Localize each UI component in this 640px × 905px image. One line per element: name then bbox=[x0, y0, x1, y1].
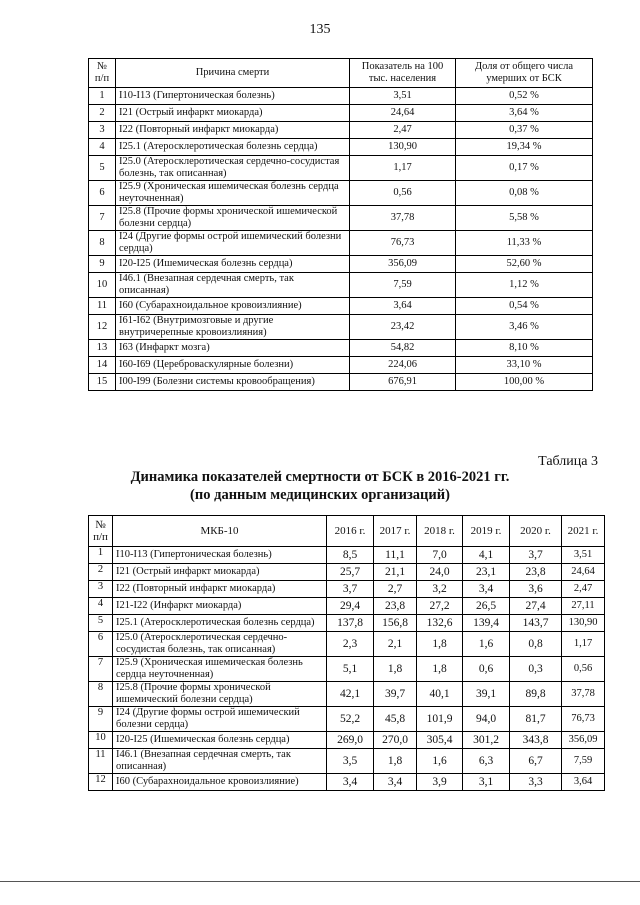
rate-cell: 3,51 bbox=[350, 88, 456, 105]
table-row bbox=[89, 88, 593, 105]
value-cell: 0,3 bbox=[510, 657, 562, 682]
table-row bbox=[89, 632, 605, 657]
column-header-year: 2018 г. bbox=[417, 516, 463, 547]
row-number: 3 bbox=[89, 581, 113, 598]
rate-cell: 0,56 bbox=[350, 181, 456, 206]
icd-cell: I22 (Повторный инфаркт миокарда) bbox=[113, 581, 327, 598]
value-cell: 270,0 bbox=[374, 732, 417, 749]
table-row bbox=[89, 657, 605, 682]
value-cell: 23,8 bbox=[510, 564, 562, 581]
row-number: 14 bbox=[89, 357, 116, 374]
share-cell: 0,37 % bbox=[456, 122, 593, 139]
row-number: 4 bbox=[89, 139, 116, 156]
value-cell: 0,8 bbox=[510, 632, 562, 657]
rate-cell: 1,17 bbox=[350, 156, 456, 181]
share-cell: 5,58 % bbox=[456, 206, 593, 231]
row-number: 1 bbox=[89, 547, 113, 564]
value-cell: 11,1 bbox=[374, 547, 417, 564]
value-cell: 1,8 bbox=[417, 657, 463, 682]
value-cell: 3,9 bbox=[417, 774, 463, 791]
column-header-icd: МКБ-10 bbox=[113, 516, 327, 547]
row-number: 10 bbox=[89, 273, 116, 298]
table-row bbox=[89, 749, 605, 774]
value-cell: 3,7 bbox=[327, 581, 374, 598]
row-number: 2 bbox=[89, 564, 113, 581]
value-cell: 101,9 bbox=[417, 707, 463, 732]
rate-cell: 2,47 bbox=[350, 122, 456, 139]
table-row bbox=[89, 105, 593, 122]
mortality-structure-table bbox=[88, 58, 593, 391]
value-cell: 23,8 bbox=[374, 598, 417, 615]
table-row bbox=[89, 774, 605, 791]
cause-cell: I25.1 (Атеросклеротическая болезнь сердца) bbox=[116, 139, 350, 156]
value-cell: 139,4 bbox=[463, 615, 510, 632]
row-number: 9 bbox=[89, 707, 113, 732]
icd-cell: I60 (Субарахноидальное кровоизлияние) bbox=[113, 774, 327, 791]
value-cell: 7,59 bbox=[562, 749, 605, 774]
cause-cell: I25.8 (Прочие формы хронической ишемической болезни сердца) bbox=[116, 206, 350, 231]
table-caption: Таблица 3 bbox=[538, 454, 598, 469]
value-cell: 6,3 bbox=[463, 749, 510, 774]
row-number: 5 bbox=[89, 156, 116, 181]
table-row bbox=[89, 273, 593, 298]
value-cell: 89,8 bbox=[510, 682, 562, 707]
table-title bbox=[0, 468, 640, 504]
value-cell: 24,0 bbox=[417, 564, 463, 581]
row-number: 3 bbox=[89, 122, 116, 139]
rate-cell: 356,09 bbox=[350, 256, 456, 273]
icd-cell: I24 (Другие формы острой ишемический болезни сердца) bbox=[113, 707, 327, 732]
table-row bbox=[89, 181, 593, 206]
value-cell: 8,5 bbox=[327, 547, 374, 564]
value-cell: 27,2 bbox=[417, 598, 463, 615]
rate-cell: 3,64 bbox=[350, 298, 456, 315]
value-cell: 3,4 bbox=[327, 774, 374, 791]
table-row bbox=[89, 340, 593, 357]
page-number: 135 bbox=[309, 22, 331, 37]
value-cell: 27,4 bbox=[510, 598, 562, 615]
value-cell: 269,0 bbox=[327, 732, 374, 749]
rate-cell: 24,64 bbox=[350, 105, 456, 122]
cause-cell: I46.1 (Внезапная сердечная смерть, так описанная) bbox=[116, 273, 350, 298]
value-cell: 0,56 bbox=[562, 657, 605, 682]
cause-cell: I60-I69 (Цереброваскулярные болезни) bbox=[116, 357, 350, 374]
value-cell: 356,09 bbox=[562, 732, 605, 749]
cause-cell: I10-I13 (Гипертоническая болезнь) bbox=[116, 88, 350, 105]
cause-cell: I25.9 (Хроническая ишемическая болезнь сердца неуточненная) bbox=[116, 181, 350, 206]
row-number: 11 bbox=[89, 749, 113, 774]
table-row bbox=[89, 732, 605, 749]
icd-cell: I21 (Острый инфаркт миокарда) bbox=[113, 564, 327, 581]
value-cell: 130,90 bbox=[562, 615, 605, 632]
value-cell: 305,4 bbox=[417, 732, 463, 749]
column-header-rate: Показатель на 100 тыс. населения bbox=[350, 59, 456, 88]
value-cell: 37,78 bbox=[562, 682, 605, 707]
row-number: 10 bbox=[89, 732, 113, 749]
value-cell: 1,6 bbox=[417, 749, 463, 774]
rate-cell: 130,90 bbox=[350, 139, 456, 156]
table-row bbox=[89, 298, 593, 315]
value-cell: 45,8 bbox=[374, 707, 417, 732]
column-header-year: 2020 г. bbox=[510, 516, 562, 547]
table-row bbox=[89, 231, 593, 256]
value-cell: 3,4 bbox=[374, 774, 417, 791]
cause-cell: I24 (Другие формы острой ишемический болезни сердца) bbox=[116, 231, 350, 256]
rate-cell: 7,59 bbox=[350, 273, 456, 298]
value-cell: 156,8 bbox=[374, 615, 417, 632]
share-cell: 3,64 % bbox=[456, 105, 593, 122]
value-cell: 3,4 bbox=[463, 581, 510, 598]
table-row bbox=[89, 357, 593, 374]
icd-cell: I25.9 (Хроническая ишемическая болезнь сердца неуточненная) bbox=[113, 657, 327, 682]
share-cell: 3,46 % bbox=[456, 315, 593, 340]
icd-cell: I21-I22 (Инфаркт миокарда) bbox=[113, 598, 327, 615]
value-cell: 137,8 bbox=[327, 615, 374, 632]
value-cell: 1,8 bbox=[374, 657, 417, 682]
value-cell: 25,7 bbox=[327, 564, 374, 581]
column-header-year: 2019 г. bbox=[463, 516, 510, 547]
cause-cell: I20-I25 (Ишемическая болезнь сердца) bbox=[116, 256, 350, 273]
value-cell: 76,73 bbox=[562, 707, 605, 732]
value-cell: 1,17 bbox=[562, 632, 605, 657]
share-cell: 0,08 % bbox=[456, 181, 593, 206]
icd-cell: I20-I25 (Ишемическая болезнь сердца) bbox=[113, 732, 327, 749]
value-cell: 3,3 bbox=[510, 774, 562, 791]
column-header-num: № п/п bbox=[89, 59, 116, 88]
row-number: 7 bbox=[89, 206, 116, 231]
table-header-row bbox=[89, 516, 605, 547]
table-row bbox=[89, 564, 605, 581]
row-number: 12 bbox=[89, 315, 116, 340]
share-cell: 0,17 % bbox=[456, 156, 593, 181]
value-cell: 5,1 bbox=[327, 657, 374, 682]
row-number: 4 bbox=[89, 598, 113, 615]
value-cell: 24,64 bbox=[562, 564, 605, 581]
column-header-year: 2017 г. bbox=[374, 516, 417, 547]
column-header-year: 2016 г. bbox=[327, 516, 374, 547]
row-number: 8 bbox=[89, 682, 113, 707]
value-cell: 1,6 bbox=[463, 632, 510, 657]
rate-cell: 23,42 bbox=[350, 315, 456, 340]
value-cell: 26,5 bbox=[463, 598, 510, 615]
icd-cell: I46.1 (Внезапная сердечная смерть, так описанная) bbox=[113, 749, 327, 774]
icd-cell: I25.0 (Атеросклеротическая сердечно-сосудистая болезнь, так описанная) bbox=[113, 632, 327, 657]
table-row bbox=[89, 581, 605, 598]
value-cell: 3,7 bbox=[510, 547, 562, 564]
rate-cell: 676,91 bbox=[350, 374, 456, 391]
value-cell: 1,8 bbox=[417, 632, 463, 657]
value-cell: 3,64 bbox=[562, 774, 605, 791]
value-cell: 3,2 bbox=[417, 581, 463, 598]
value-cell: 2,3 bbox=[327, 632, 374, 657]
row-number: 13 bbox=[89, 340, 116, 357]
value-cell: 3,51 bbox=[562, 547, 605, 564]
rate-cell: 54,82 bbox=[350, 340, 456, 357]
value-cell: 4,1 bbox=[463, 547, 510, 564]
row-number: 6 bbox=[89, 181, 116, 206]
value-cell: 29,4 bbox=[327, 598, 374, 615]
value-cell: 132,6 bbox=[417, 615, 463, 632]
column-header-num: № п/п bbox=[89, 516, 113, 547]
table-row bbox=[89, 122, 593, 139]
value-cell: 7,0 bbox=[417, 547, 463, 564]
cause-cell: I00-I99 (Болезни системы кровообращения) bbox=[116, 374, 350, 391]
column-header-cause: Причина смерти bbox=[116, 59, 350, 88]
table-title-line1: Динамика показателей смертности от БСК в 2016-2021 гг. bbox=[130, 469, 510, 485]
table-row bbox=[89, 707, 605, 732]
share-cell: 1,12 % bbox=[456, 273, 593, 298]
row-number: 11 bbox=[89, 298, 116, 315]
row-number: 8 bbox=[89, 231, 116, 256]
table-row bbox=[89, 547, 605, 564]
table-header-row bbox=[89, 59, 593, 88]
value-cell: 343,8 bbox=[510, 732, 562, 749]
table-row bbox=[89, 156, 593, 181]
row-number: 12 bbox=[89, 774, 113, 791]
table-row bbox=[89, 315, 593, 340]
value-cell: 3,1 bbox=[463, 774, 510, 791]
rate-cell: 37,78 bbox=[350, 206, 456, 231]
row-number: 7 bbox=[89, 657, 113, 682]
table-row bbox=[89, 682, 605, 707]
table-row bbox=[89, 374, 593, 391]
share-cell: 33,10 % bbox=[456, 357, 593, 374]
cause-cell: I21 (Острый инфаркт миокарда) bbox=[116, 105, 350, 122]
value-cell: 6,7 bbox=[510, 749, 562, 774]
icd-cell: I25.1 (Атеросклеротическая болезнь сердца) bbox=[113, 615, 327, 632]
column-header-share: Доля от общего числа умерших от БСК bbox=[456, 59, 593, 88]
value-cell: 21,1 bbox=[374, 564, 417, 581]
mortality-dynamics-table bbox=[88, 515, 605, 791]
cause-cell: I63 (Инфаркт мозга) bbox=[116, 340, 350, 357]
footer-divider bbox=[0, 881, 640, 882]
value-cell: 0,6 bbox=[463, 657, 510, 682]
table-title-line2: (по данным медицинских организаций) bbox=[190, 487, 450, 503]
row-number: 15 bbox=[89, 374, 116, 391]
row-number: 1 bbox=[89, 88, 116, 105]
table-row bbox=[89, 615, 605, 632]
share-cell: 0,54 % bbox=[456, 298, 593, 315]
row-number: 2 bbox=[89, 105, 116, 122]
share-cell: 100,00 % bbox=[456, 374, 593, 391]
value-cell: 52,2 bbox=[327, 707, 374, 732]
cause-cell: I61-I62 (Внутримозговые и другие внутричерепные кровоизлияния) bbox=[116, 315, 350, 340]
column-header-year: 2021 г. bbox=[562, 516, 605, 547]
cause-cell: I22 (Повторный инфаркт миокарда) bbox=[116, 122, 350, 139]
icd-cell: I10-I13 (Гипертоническая болезнь) bbox=[113, 547, 327, 564]
rate-cell: 76,73 bbox=[350, 231, 456, 256]
value-cell: 3,5 bbox=[327, 749, 374, 774]
table-row bbox=[89, 139, 593, 156]
row-number: 6 bbox=[89, 632, 113, 657]
value-cell: 1,8 bbox=[374, 749, 417, 774]
value-cell: 27,11 bbox=[562, 598, 605, 615]
row-number: 9 bbox=[89, 256, 116, 273]
value-cell: 2,7 bbox=[374, 581, 417, 598]
value-cell: 3,6 bbox=[510, 581, 562, 598]
value-cell: 94,0 bbox=[463, 707, 510, 732]
value-cell: 81,7 bbox=[510, 707, 562, 732]
table-row bbox=[89, 598, 605, 615]
row-number: 5 bbox=[89, 615, 113, 632]
cause-cell: I60 (Субарахноидальное кровоизлияние) bbox=[116, 298, 350, 315]
value-cell: 2,1 bbox=[374, 632, 417, 657]
table-row bbox=[89, 206, 593, 231]
value-cell: 39,7 bbox=[374, 682, 417, 707]
value-cell: 39,1 bbox=[463, 682, 510, 707]
value-cell: 40,1 bbox=[417, 682, 463, 707]
value-cell: 301,2 bbox=[463, 732, 510, 749]
share-cell: 0,52 % bbox=[456, 88, 593, 105]
table-row bbox=[89, 256, 593, 273]
icd-cell: I25.8 (Прочие формы хронической ишемический болезни сердца) bbox=[113, 682, 327, 707]
share-cell: 8,10 % bbox=[456, 340, 593, 357]
share-cell: 19,34 % bbox=[456, 139, 593, 156]
cause-cell: I25.0 (Атеросклеротическая сердечно-сосудистая болезнь, так описанная) bbox=[116, 156, 350, 181]
share-cell: 11,33 % bbox=[456, 231, 593, 256]
value-cell: 23,1 bbox=[463, 564, 510, 581]
share-cell: 52,60 % bbox=[456, 256, 593, 273]
value-cell: 42,1 bbox=[327, 682, 374, 707]
value-cell: 143,7 bbox=[510, 615, 562, 632]
value-cell: 2,47 bbox=[562, 581, 605, 598]
rate-cell: 224,06 bbox=[350, 357, 456, 374]
